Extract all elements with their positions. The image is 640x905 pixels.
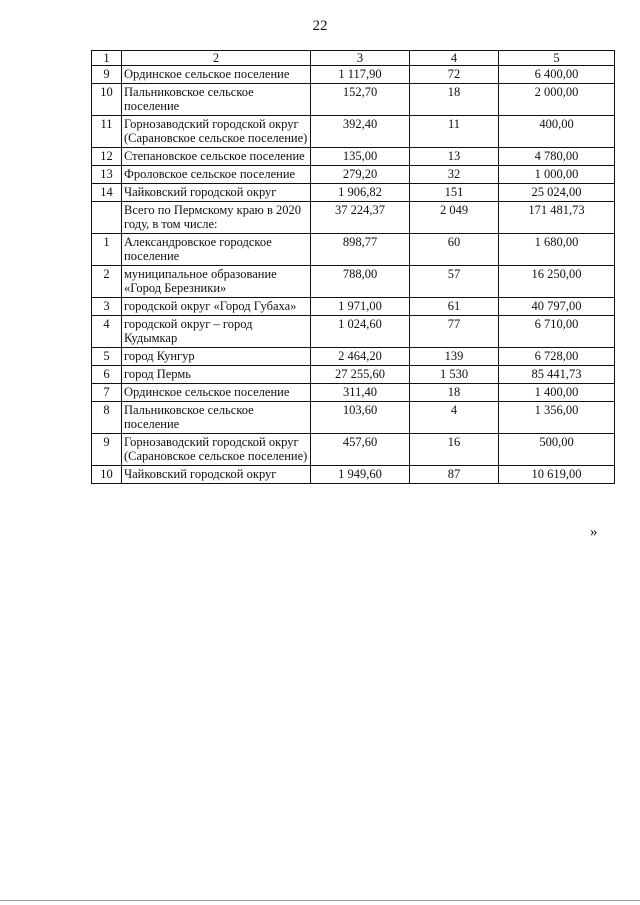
column-4-value-cell: 77 (410, 316, 499, 348)
column-4-value-cell: 1 530 (410, 366, 499, 384)
column-4-value-cell: 32 (410, 166, 499, 184)
column-5-value-cell: 16 250,00 (499, 266, 615, 298)
column-5-value-cell: 6 710,00 (499, 316, 615, 348)
column-3-value-cell: 898,77 (311, 234, 410, 266)
row-number-cell: 8 (92, 402, 122, 434)
column-3-value-cell: 1 117,90 (311, 66, 410, 84)
column-4-value-cell: 4 (410, 402, 499, 434)
table-row (92, 148, 615, 166)
row-number-cell: 3 (92, 298, 122, 316)
column-5-value-cell: 6 400,00 (499, 66, 615, 84)
table-row (92, 384, 615, 402)
column-4-value-cell: 72 (410, 66, 499, 84)
column-4-value-cell: 13 (410, 148, 499, 166)
table-row (92, 298, 615, 316)
column-3-value-cell: 457,60 (311, 434, 410, 466)
bottom-rule (0, 900, 640, 901)
table-row (92, 316, 615, 348)
municipality-name-cell: Пальниковское сельское поселение (122, 402, 311, 434)
row-number-cell: 7 (92, 384, 122, 402)
municipality-name-cell: Чайковский городской округ (122, 184, 311, 202)
column-5-value-cell: 40 797,00 (499, 298, 615, 316)
row-number-cell: 2 (92, 266, 122, 298)
row-number-cell: 10 (92, 466, 122, 484)
column-5-value-cell: 2 000,00 (499, 84, 615, 116)
column-3-value-cell: 135,00 (311, 148, 410, 166)
column-4-value-cell: 16 (410, 434, 499, 466)
row-number-cell: 1 (92, 234, 122, 266)
column-5-value-cell: 85 441,73 (499, 366, 615, 384)
municipality-name-cell: Ординское сельское поселение (122, 384, 311, 402)
row-number-cell: 13 (92, 166, 122, 184)
column-5-value-cell: 1 000,00 (499, 166, 615, 184)
table-row (92, 66, 615, 84)
table-row (92, 348, 615, 366)
column-4-value-cell: 11 (410, 116, 499, 148)
row-number-cell: 11 (92, 116, 122, 148)
table-row (92, 84, 615, 116)
column-3-value-cell: 392,40 (311, 116, 410, 148)
column-3-value-cell: 311,40 (311, 384, 410, 402)
column-3-value-cell: 1 024,60 (311, 316, 410, 348)
column-3-value-cell: 279,20 (311, 166, 410, 184)
municipality-name-cell: Ординское сельское поселение (122, 66, 311, 84)
municipality-name-cell: город Пермь (122, 366, 311, 384)
column-3-value-cell: 27 255,60 (311, 366, 410, 384)
municipality-name-cell: муниципальное образование «Город Березники» (122, 266, 311, 298)
column-4-value-cell: 151 (410, 184, 499, 202)
page-number: 22 (312, 18, 328, 34)
row-number-cell: 5 (92, 348, 122, 366)
column-4-value-cell: 2 049 (410, 202, 499, 234)
table-row (92, 366, 615, 384)
column-4-value-cell: 87 (410, 466, 499, 484)
column-5-value-cell: 1 356,00 (499, 402, 615, 434)
data-table (91, 50, 615, 484)
table-body (92, 66, 615, 484)
municipality-name-cell: Степановское сельское поселение (122, 148, 311, 166)
column-5-value-cell: 1 680,00 (499, 234, 615, 266)
municipality-name-cell: Горнозаводский городской округ (Сарановское сельское поселение) (122, 116, 311, 148)
column-4-value-cell: 57 (410, 266, 499, 298)
table-row (92, 266, 615, 298)
column-3-value-cell: 37 224,37 (311, 202, 410, 234)
column-3-value-cell: 1 971,00 (311, 298, 410, 316)
row-number-cell: 9 (92, 66, 122, 84)
column-3-value-cell: 2 464,20 (311, 348, 410, 366)
column-3-value-cell: 103,60 (311, 402, 410, 434)
municipality-name-cell: городской округ – город Кудымкар (122, 316, 311, 348)
row-number-cell (92, 202, 122, 234)
column-3-value-cell: 1 906,82 (311, 184, 410, 202)
header-row (92, 51, 615, 66)
column-5-value-cell: 25 024,00 (499, 184, 615, 202)
municipality-name-cell: Фроловское сельское поселение (122, 166, 311, 184)
column-header: 2 (122, 51, 311, 66)
column-4-value-cell: 60 (410, 234, 499, 266)
column-5-value-cell: 10 619,00 (499, 466, 615, 484)
column-3-value-cell: 1 949,60 (311, 466, 410, 484)
row-number-cell: 10 (92, 84, 122, 116)
column-3-value-cell: 788,00 (311, 266, 410, 298)
column-3-value-cell: 152,70 (311, 84, 410, 116)
table-row (92, 402, 615, 434)
municipality-name-cell: город Кунгур (122, 348, 311, 366)
table-row (92, 166, 615, 184)
column-5-value-cell: 6 728,00 (499, 348, 615, 366)
row-number-cell: 9 (92, 434, 122, 466)
table-row (92, 234, 615, 266)
column-5-value-cell: 500,00 (499, 434, 615, 466)
municipality-name-cell: Александровское городское поселение (122, 234, 311, 266)
column-header: 4 (410, 51, 499, 66)
column-5-value-cell: 171 481,73 (499, 202, 615, 234)
row-number-cell: 12 (92, 148, 122, 166)
column-header: 5 (499, 51, 615, 66)
column-5-value-cell: 4 780,00 (499, 148, 615, 166)
column-header: 3 (311, 51, 410, 66)
table-row (92, 434, 615, 466)
row-number-cell: 6 (92, 366, 122, 384)
table-row (92, 202, 615, 234)
column-4-value-cell: 18 (410, 84, 499, 116)
table-row (92, 184, 615, 202)
closing-quote: » (590, 524, 598, 540)
municipality-name-cell: Чайковский городской округ (122, 466, 311, 484)
row-number-cell: 4 (92, 316, 122, 348)
row-number-cell: 14 (92, 184, 122, 202)
column-4-value-cell: 61 (410, 298, 499, 316)
municipality-name-cell: Всего по Пермскому краю в 2020 году, в том числе: (122, 202, 311, 234)
table-row (92, 466, 615, 484)
municipality-name-cell: городской округ «Город Губаха» (122, 298, 311, 316)
municipality-name-cell: Пальниковское сельское поселение (122, 84, 311, 116)
column-header: 1 (92, 51, 122, 66)
column-5-value-cell: 1 400,00 (499, 384, 615, 402)
municipality-name-cell: Горнозаводский городской округ (Сарановское сельское поселение) (122, 434, 311, 466)
column-4-value-cell: 18 (410, 384, 499, 402)
table-row (92, 116, 615, 148)
column-4-value-cell: 139 (410, 348, 499, 366)
column-5-value-cell: 400,00 (499, 116, 615, 148)
